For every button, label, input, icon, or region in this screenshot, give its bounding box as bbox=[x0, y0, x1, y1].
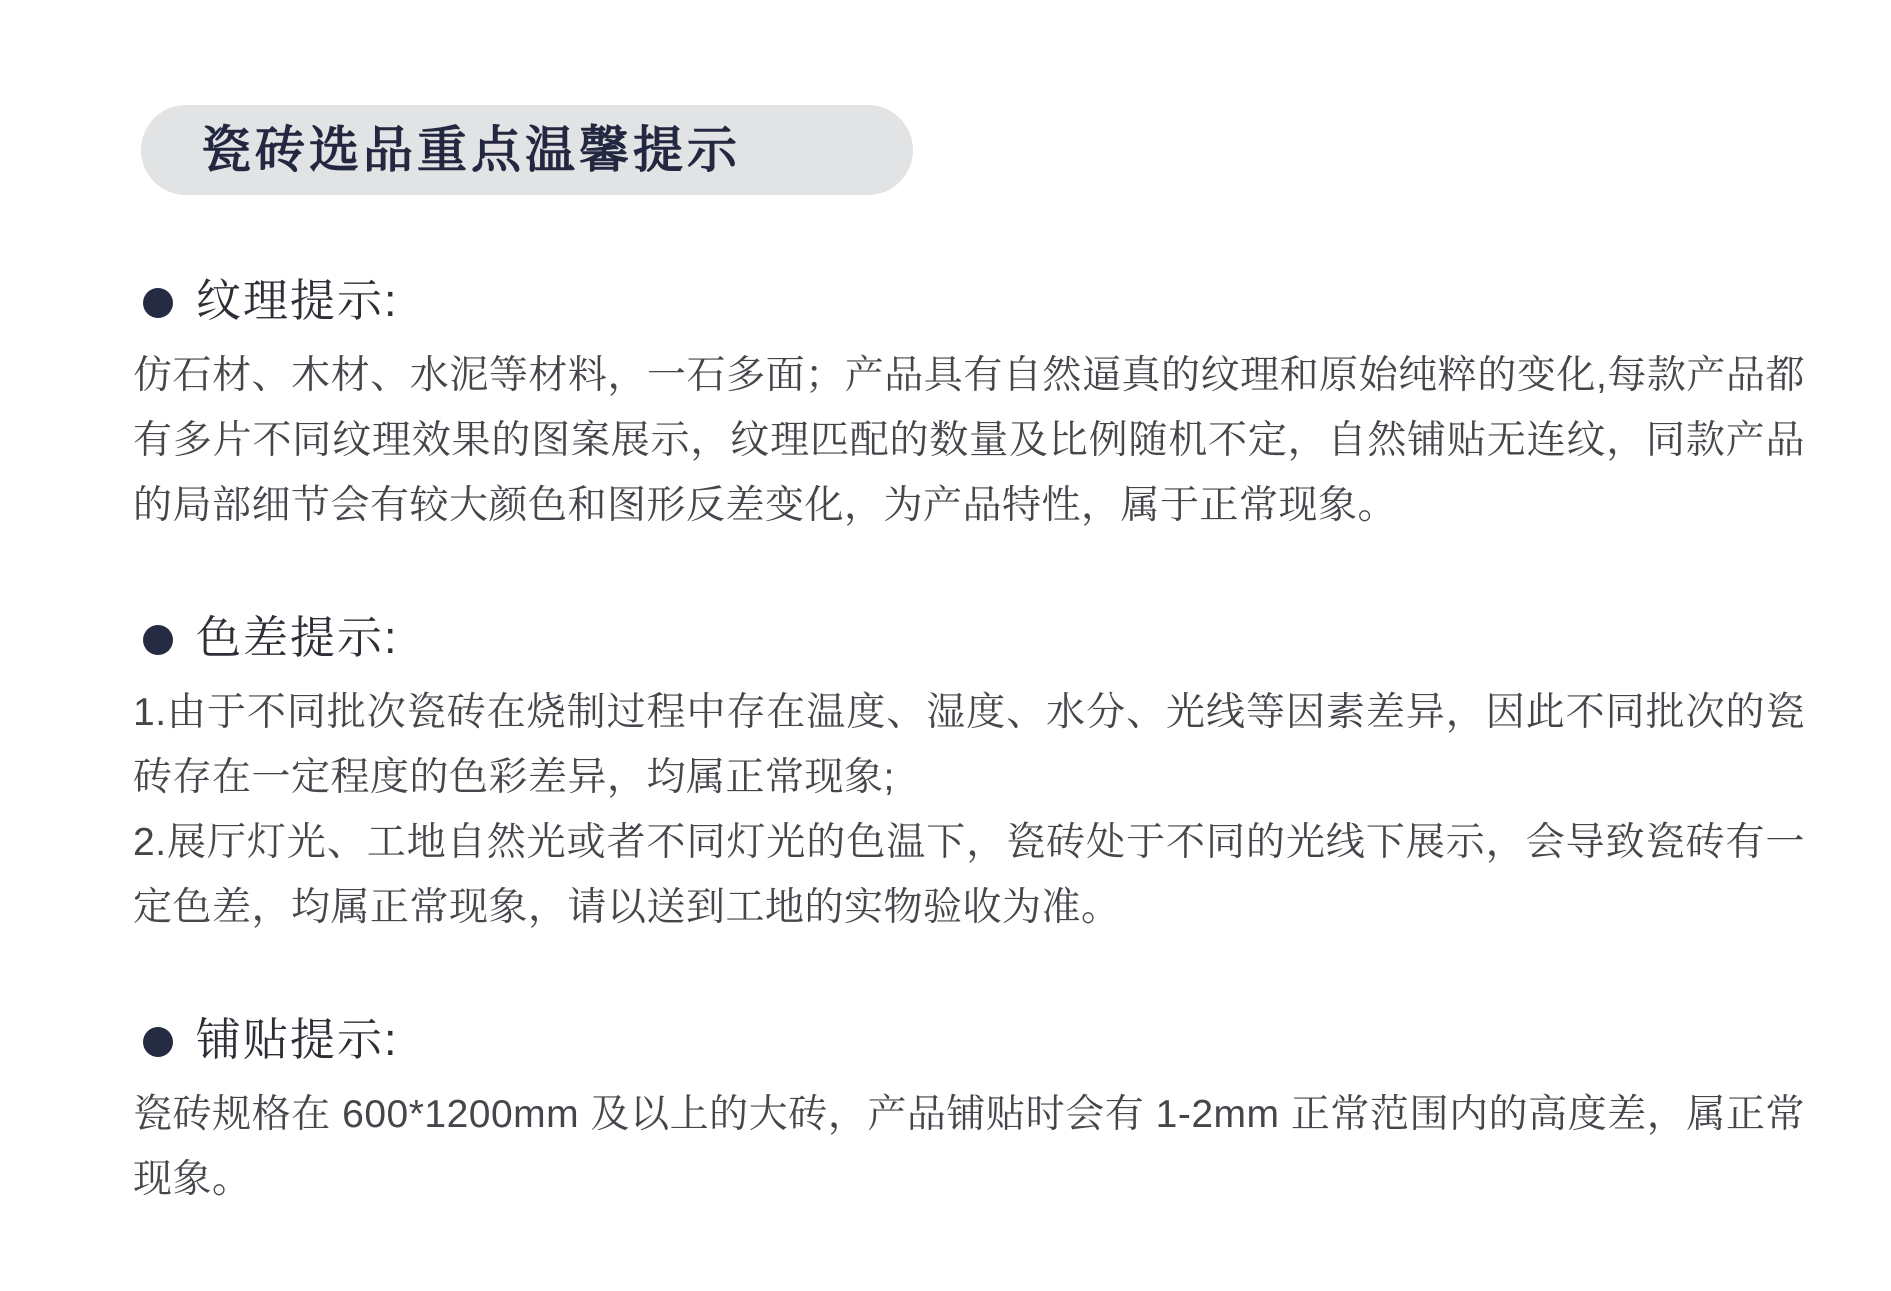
section-paving-body bbox=[133, 1082, 1805, 1212]
section-texture-heading bbox=[143, 273, 1805, 329]
section-heading-label: 铺贴提示: bbox=[196, 1014, 399, 1065]
notice-title-badge bbox=[141, 105, 913, 195]
paragraph: 1.由于不同批次瓷砖在烧制过程中存在温度、湿度、水分、光线等因素差异，因此不同批次的瓷砖存在一定程度的色彩差异，均属正常现象; bbox=[133, 691, 1805, 799]
section-paving-heading bbox=[143, 1012, 1805, 1068]
paragraph: 瓷砖规格在 600*1200mm 及以上的大砖，产品铺贴时会有 1-2mm 正常范围内的高度差，属正常现象。 bbox=[133, 1093, 1805, 1201]
section-texture-body bbox=[133, 343, 1805, 538]
notice-title: 瓷砖选品重点温馨提示 bbox=[201, 122, 741, 178]
section-heading-label: 色差提示: bbox=[196, 612, 399, 663]
section-heading-label: 纹理提示: bbox=[196, 275, 399, 326]
paragraph: 2.展厅灯光、工地自然光或者不同灯光的色温下，瓷砖处于不同的光线下展示，会导致瓷砖有一定色差，均属正常现象，请以送到工地的实物验收为准。 bbox=[133, 821, 1805, 929]
paragraph: 仿石材、木材、水泥等材料，一石多面；产品具有自然逼真的纹理和原始纯粹的变化,每款产品都有多片不同纹理效果的图案展示，纹理匹配的数量及比例随机不定，自然铺贴无连纹，同款产品的局部细节会有较大颜色和图形反差变化，为产品特性，属于正常现象。 bbox=[133, 354, 1805, 527]
section-texture-tips bbox=[133, 273, 1805, 538]
section-color-difference-tips bbox=[133, 610, 1805, 940]
section-color-difference-body bbox=[133, 680, 1805, 940]
section-color-difference-heading bbox=[143, 610, 1805, 666]
bullet-icon bbox=[143, 1027, 173, 1057]
section-paving-tips bbox=[133, 1012, 1805, 1212]
bullet-icon bbox=[143, 288, 173, 318]
bullet-icon bbox=[143, 625, 173, 655]
